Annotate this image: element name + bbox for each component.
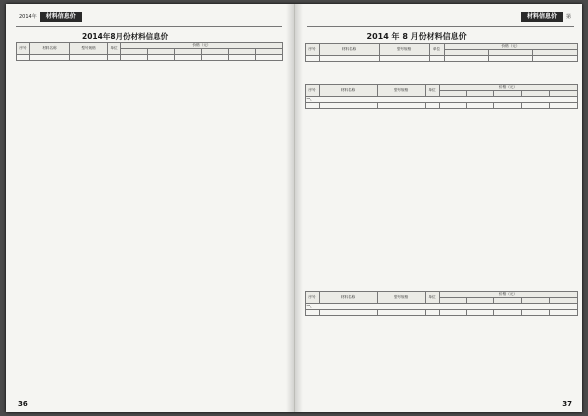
col-seq: 序号 [305, 85, 319, 97]
row-seq [305, 103, 319, 109]
price-table-right-bottom [305, 291, 578, 316]
page-title: 2014 年 8 月份材料信息价 [366, 32, 467, 41]
row-price [121, 55, 148, 61]
page-footer [559, 400, 572, 408]
page-number: 37 [562, 400, 572, 408]
row-unit [425, 310, 439, 316]
section-label: 一、 [305, 304, 577, 310]
section-label: 一、 [305, 97, 577, 103]
table-row [305, 103, 577, 109]
col-unit: 单位 [425, 292, 439, 304]
row-price [202, 55, 229, 61]
row-price [549, 103, 577, 109]
price-table-left [16, 42, 283, 61]
col-price-group: 价格（元） [444, 44, 577, 50]
running-header [521, 9, 574, 25]
row-price [488, 56, 532, 62]
row-seq [17, 55, 30, 61]
row-price [256, 55, 283, 61]
price-table-right-middle [305, 84, 578, 109]
row-spec [377, 310, 425, 316]
row-price [521, 103, 549, 109]
row-material-name [30, 55, 70, 61]
row-material-name [319, 56, 379, 62]
table-row [305, 310, 577, 316]
row-seq [305, 310, 319, 316]
col-name: 材料名称 [319, 44, 379, 56]
row-price [229, 55, 256, 61]
col-seq: 序号 [305, 292, 319, 304]
col-price-group: 价格（元） [439, 85, 577, 91]
row-price [444, 56, 488, 62]
row-price [466, 310, 493, 316]
col-spec: 型号规格 [377, 292, 425, 304]
col-spec: 型号规格 [377, 85, 425, 97]
row-price [439, 103, 466, 109]
row-price [521, 310, 549, 316]
row-material-name [319, 310, 377, 316]
col-name: 材料名称 [319, 85, 377, 97]
running-header [16, 9, 82, 25]
row-spec [379, 56, 429, 62]
col-unit: 单位 [108, 43, 121, 55]
row-price [493, 103, 521, 109]
col-unit: 单位 [425, 85, 439, 97]
row-unit [429, 56, 444, 62]
page-title: 2014年8月份材料信息价 [82, 32, 169, 41]
section-tag: 材料信息价 [40, 12, 82, 22]
right-page [295, 4, 583, 412]
page-footer [18, 400, 31, 408]
row-spec [377, 103, 425, 109]
col-spec: 型号规格 [70, 43, 108, 55]
row-price [532, 56, 577, 62]
row-price [439, 310, 466, 316]
row-price [493, 310, 521, 316]
col-price-group: 价格（元） [439, 292, 577, 298]
row-price [148, 55, 175, 61]
row-price [466, 103, 493, 109]
row-material-name [319, 103, 377, 109]
row-unit [425, 103, 439, 109]
issue-label: 2014年 [19, 14, 37, 20]
row-price [175, 55, 202, 61]
left-page [6, 4, 295, 412]
table-row [17, 55, 283, 61]
magazine-spread [6, 4, 582, 412]
row-price [549, 310, 577, 316]
col-seq: 序号 [305, 44, 319, 56]
issue-label: 第 [565, 14, 571, 20]
row-seq [305, 56, 319, 62]
table-row [305, 56, 577, 62]
row-unit [108, 55, 121, 61]
col-seq: 序号 [17, 43, 30, 55]
col-spec: 型号规格 [379, 44, 429, 56]
col-unit: 单位 [429, 44, 444, 56]
col-name: 材料名称 [319, 292, 377, 304]
row-spec [70, 55, 108, 61]
section-tag: 材料信息价 [521, 12, 563, 22]
col-price-group: 价格（元） [121, 43, 283, 49]
col-name: 材料名称 [30, 43, 70, 55]
price-table-right-top [305, 43, 578, 62]
page-number: 36 [18, 400, 28, 408]
